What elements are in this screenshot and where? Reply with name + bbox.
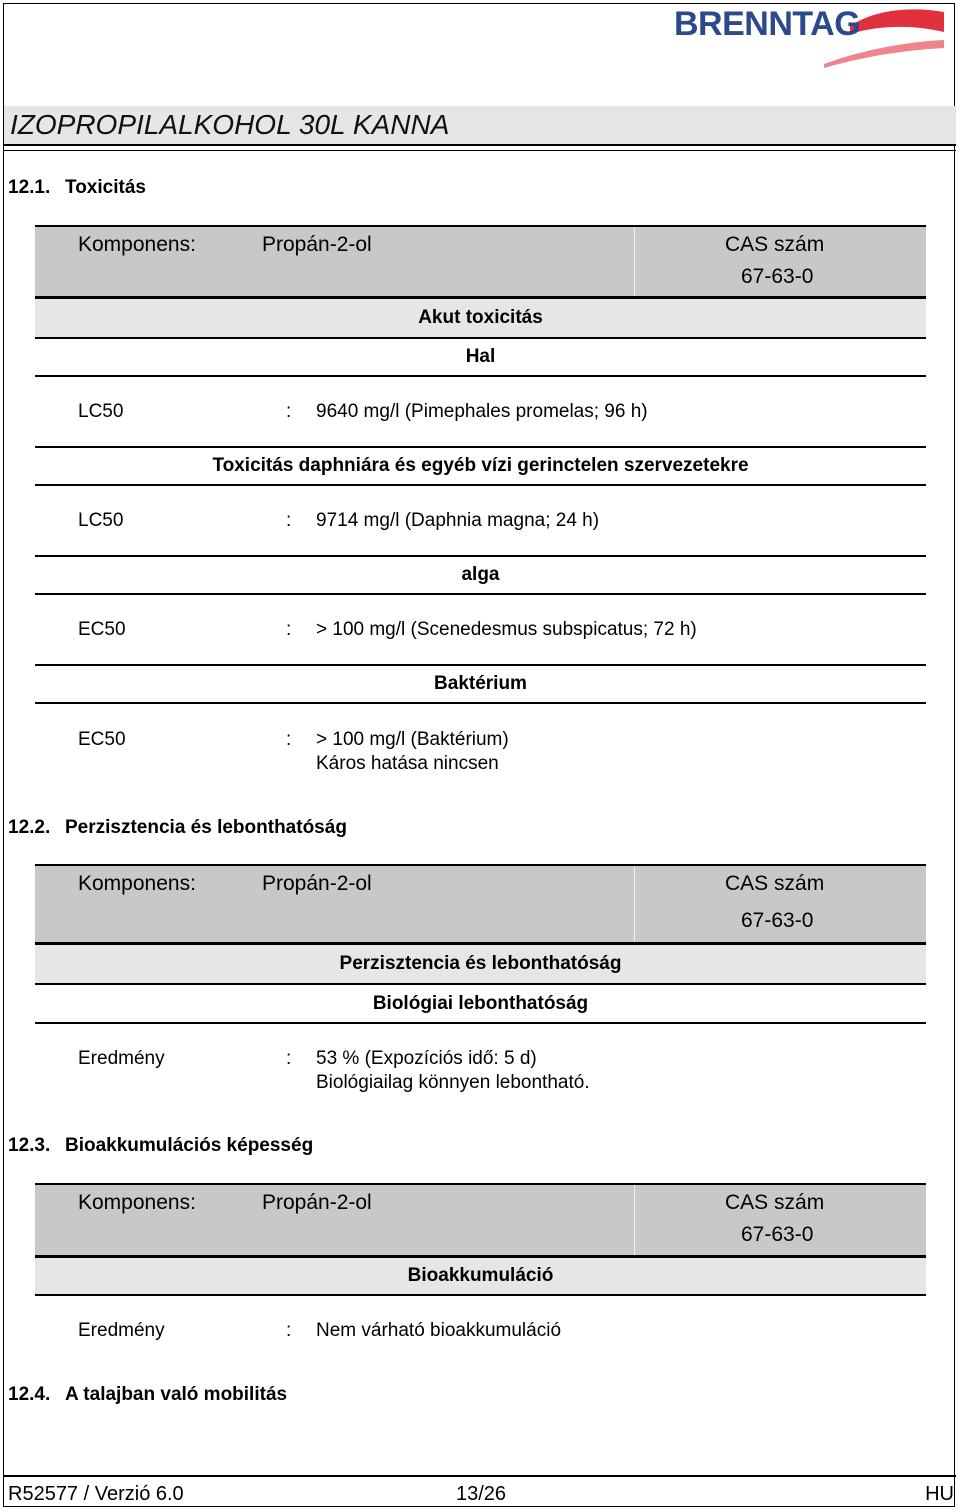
component-header-divider: [634, 866, 635, 942]
param-label: EC50: [78, 729, 126, 750]
colon: :: [286, 729, 292, 750]
logo-wordmark: BRENNTAG: [674, 5, 861, 43]
brenntag-logo: [674, 4, 946, 68]
param-value: > 100 mg/l (Scenedesmus subspicatus; 72 h): [316, 619, 697, 640]
logo-swoosh-bottom: [824, 40, 944, 68]
product-title: IZOPROPILALKOHOL 30L KANNA: [10, 109, 450, 140]
section-title: Toxicitás: [65, 177, 146, 198]
param-label: Eredmény: [78, 1048, 165, 1069]
section-title: Perzisztencia és lebonthatóság: [65, 817, 347, 838]
component-name: Propán-2-ol: [262, 1191, 372, 1214]
component-name: Propán-2-ol: [262, 872, 372, 895]
param-label: LC50: [78, 510, 124, 531]
document-version: R52577 / Verzió 6.0: [8, 1483, 184, 1505]
param-value: 9714 mg/l (Daphnia magna; 24 h): [316, 510, 600, 531]
section-heading-12-3: [8, 1135, 313, 1157]
acute-toxicity-band: Akut toxicitás: [35, 299, 926, 339]
param-value: > 100 mg/l (Baktérium): [316, 729, 509, 750]
colon: :: [286, 619, 292, 640]
param-label: LC50: [78, 401, 124, 422]
cas-label: CAS szám: [725, 233, 825, 256]
title-rule: [4, 150, 956, 151]
cas-number: 67-63-0: [741, 909, 814, 932]
component-name: Propán-2-ol: [262, 233, 372, 256]
language-code: HU: [925, 1483, 954, 1505]
section-title: A talajban való mobilitás: [65, 1384, 288, 1405]
page-footer: [4, 1475, 956, 1508]
group-heading-algae: alga: [35, 557, 926, 595]
persistence-band: Perzisztencia és lebonthatóság: [35, 945, 926, 985]
colon: :: [286, 510, 292, 531]
product-title-bar: [4, 106, 956, 146]
component-label: Komponens:: [78, 872, 196, 895]
page-number: 13/26: [456, 1483, 507, 1505]
component-header: [35, 225, 926, 299]
colon: :: [286, 1320, 292, 1341]
component-header-divider: [634, 227, 635, 296]
cas-number: 67-63-0: [741, 265, 814, 288]
param-label: EC50: [78, 619, 126, 640]
cas-label: CAS szám: [725, 872, 825, 895]
section-heading-12-1: [8, 177, 146, 199]
group-heading-bacteria: Baktérium: [35, 666, 926, 704]
section-title: Bioakkumulációs képesség: [65, 1135, 314, 1156]
section-number: 12.2.: [8, 817, 51, 838]
group-heading-fish: Hal: [35, 339, 926, 377]
colon: :: [286, 1048, 292, 1069]
group-heading-daphnia: Toxicitás daphniára és egyéb vízi gerinctelen szervezetekre: [35, 448, 926, 486]
param-value: Biológiailag könnyen lebontható.: [316, 1072, 590, 1093]
section-number: 12.4.: [8, 1384, 51, 1405]
component-header: [35, 864, 926, 945]
cas-label: CAS szám: [725, 1191, 825, 1214]
logo-swoosh-top: [850, 9, 944, 34]
group-heading-biodegradation: Biológiai lebonthatóság: [35, 985, 926, 1024]
section-heading-12-2: [8, 817, 347, 839]
cas-number: 67-63-0: [741, 1223, 814, 1246]
section-number: 12.3.: [8, 1135, 51, 1156]
section-number: 12.1.: [8, 177, 51, 198]
bioaccumulation-band: Bioakkumuláció: [35, 1258, 926, 1296]
section-heading-12-4: [8, 1384, 287, 1406]
param-value: 53 % (Expozíciós idő: 5 d): [316, 1048, 537, 1069]
component-label: Komponens:: [78, 1191, 196, 1214]
component-header: [35, 1183, 926, 1258]
component-header-divider: [634, 1185, 635, 1255]
param-label: Eredmény: [78, 1320, 165, 1341]
param-value: Káros hatása nincsen: [316, 753, 499, 774]
param-value: Nem várható bioakkumuláció: [316, 1320, 562, 1341]
component-label: Komponens:: [78, 233, 196, 256]
colon: :: [286, 401, 292, 422]
param-value: 9640 mg/l (Pimephales promelas; 96 h): [316, 401, 648, 422]
